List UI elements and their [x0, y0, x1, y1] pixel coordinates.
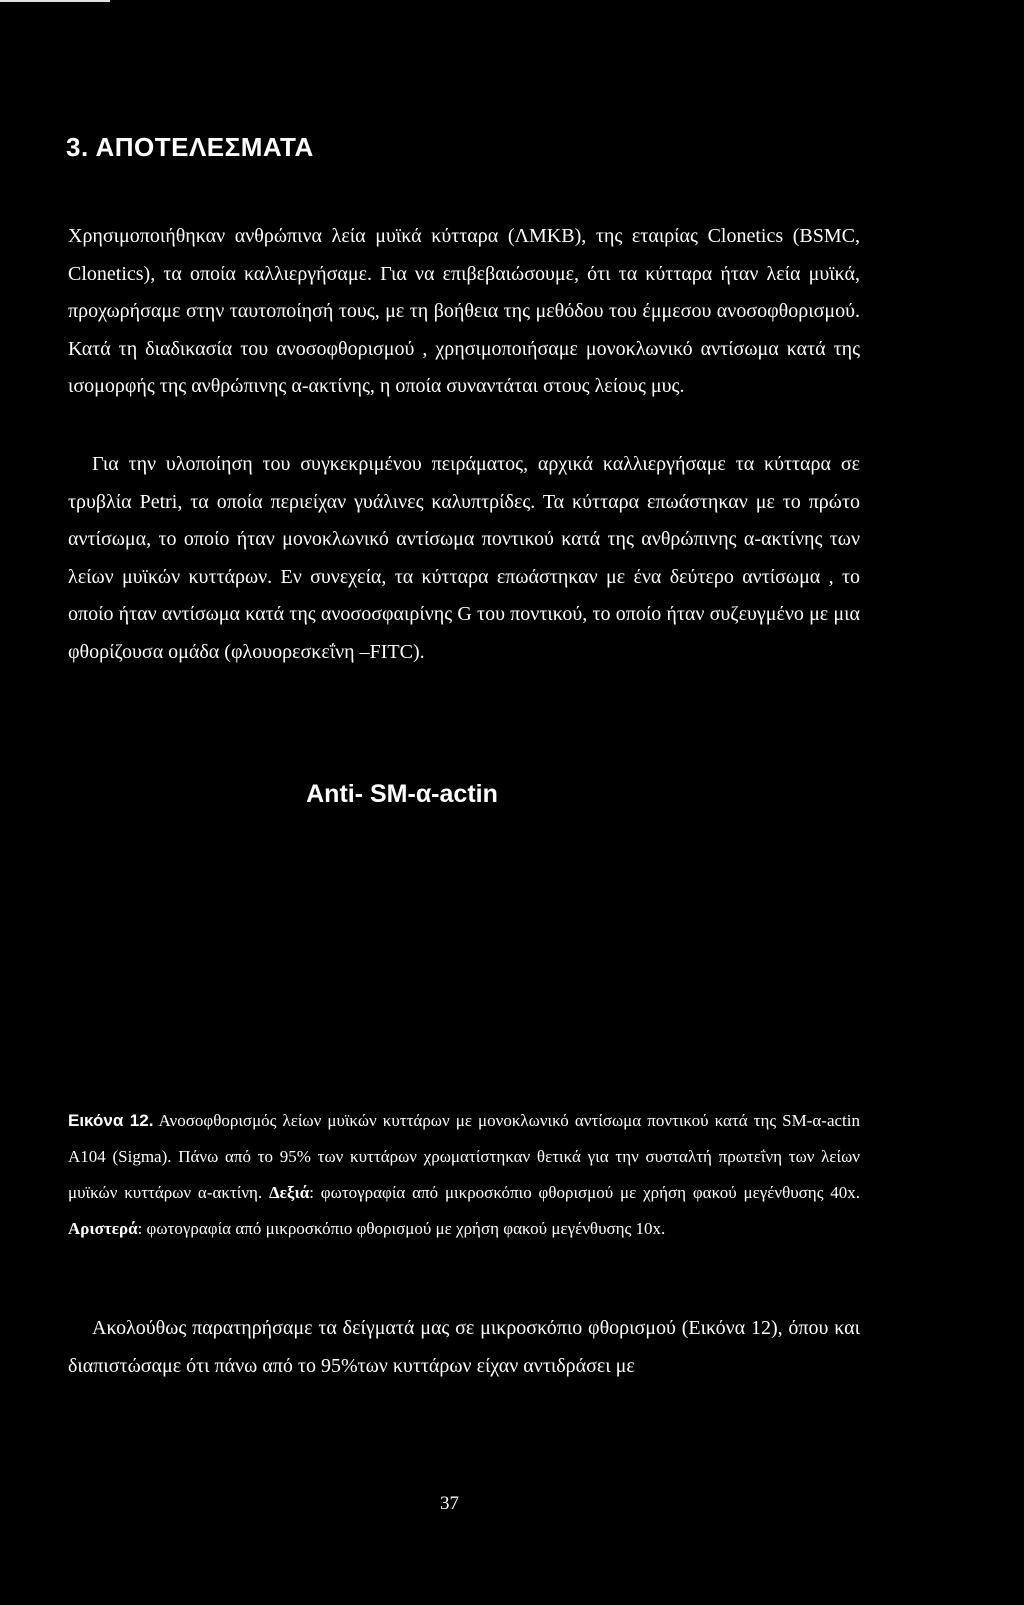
- caption-right-label: Δεξιά: [269, 1183, 310, 1202]
- figure-title: Anti- SM-α-actin: [306, 780, 498, 808]
- caption-text-2: : φωτογραφία από μικροσκόπιο φθορισμού με χρήση φακού μεγένθυσης 40x.: [309, 1183, 860, 1202]
- caption-left-label: Αριστερά: [68, 1219, 138, 1238]
- top-rule: [0, 0, 110, 2]
- caption-text-3: : φωτογραφία από μικροσκόπιο φθορισμού με χρήση φακού μεγένθυσης 10x.: [137, 1219, 666, 1238]
- paragraph-method: Για την υλοποίηση του συγκεκριμένου πειράματος, αρχικά καλλιεργήσαμε τα κύτταρα σε τρυβλία Petri, τα οποία περιείχαν γυάλινες καλυπτρίδες. Τα κύτταρα επωάστηκαν με το πρώτο αντίσωμα, το οποίο ήταν μονοκλωνικό αντίσωμα ποντικού κατά της ανθρώπινης α-ακτίνης των λείων μυϊκών κυττάρων. Εν συνεχεία, τα κύτταρα επωάστηκαν με ένα δεύτερο αντίσωμα , το οποίο ήταν αντίσωμα κατά της ανοσοσφαιρίνης G του ποντικού, το οποίο ήταν συζευγμένο με μια φθορίζουσα ομάδα (φλουορεσκεΐνη –FITC).: [68, 453, 860, 663]
- caption-label: Εικόνα 12.: [68, 1111, 154, 1130]
- section-heading: 3. ΑΠΟΤΕΛΕΣΜΑΤΑ: [66, 132, 314, 162]
- page-number: 37: [440, 1493, 459, 1514]
- caption-text-1: Ανοσοφθορισμός λείων μυϊκών κυττάρων με μονοκλωνικό αντίσωμα ποντικού κατά της SM-α-actin A104 (Sigma). Πάνω από το 95% των κυττάρων χρωματίστηκαν θετικά για την συσταλτή πρωτεΐνη των λείων μυϊκών κυττάρων α-ακτίνη.: [68, 1111, 861, 1202]
- figure-caption: [68, 1103, 860, 1247]
- paragraph-intro: Χρησιμοποιήθηκαν ανθρώπινα λεία μυϊκά κύτταρα (ΛΜΚΒ), της εταιρίας Clonetics (BSMC, Clonetics), τα οποία καλλιεργήσαμε. Για να επιβεβαιώσουμε, ότι τα κύτταρα ήταν λεία μυϊκά, προχωρήσαμε στην ταυτοποίησή τους, με τη βοήθεια της μεθόδου του έμμεσου ανοσοφθορισμού. Κατά τη διαδικασία του ανοσοφθορισμού , χρησιμοποιήσαμε μονοκλωνικό αντίσωμα κατά της ισομορφής της ανθρώπινης α-ακτίνης, η οποία συναντάται στους λείους μυς.: [68, 225, 860, 397]
- figure-image-area: [68, 830, 860, 1090]
- paragraph-observation: Ακολούθως παρατηρήσαμε τα δείγματά μας σε μικροσκόπιο φθορισμού (Εικόνα 12), όπου και διαπιστώσαμε ότι πάνω από το 95%των κυττάρων είχαν αντιδράσει με: [68, 1317, 860, 1377]
